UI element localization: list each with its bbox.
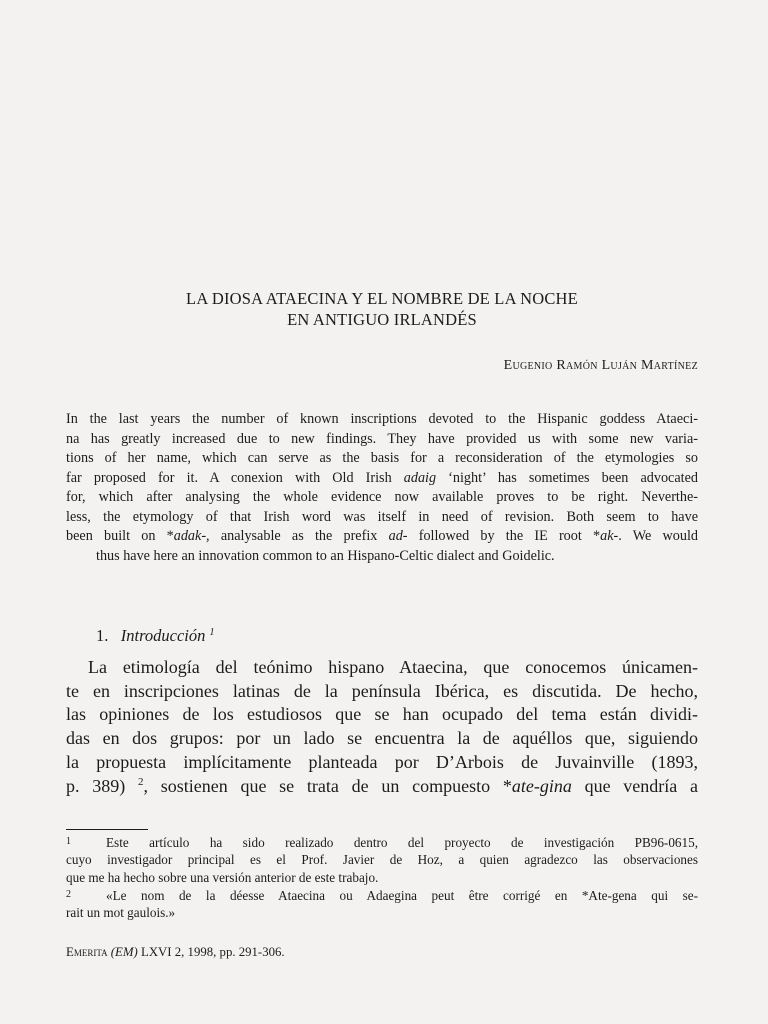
footnote-number: 2 bbox=[66, 888, 71, 900]
footnote-text: Este artículo ha sido realizado dentro del proyecto de investigación PB96-0615, bbox=[106, 835, 698, 850]
abstract-text: . We would bbox=[618, 528, 698, 544]
footnote-ref: 2 bbox=[137, 775, 144, 788]
journal-abbr: (EM) bbox=[110, 945, 138, 959]
body-line: te en inscripciones latinas de la península Ibérica, es discutida. De hecho, bbox=[66, 680, 698, 701]
abstract-line: In the last years the number of known inscriptions devoted to the Hispanic goddess Ataeci- bbox=[66, 411, 698, 427]
abstract-line bbox=[66, 469, 698, 489]
body-line: das en dos grupos: por un lado se encuentra la de aquéllos que, siguiendo bbox=[66, 728, 698, 749]
section-heading bbox=[96, 626, 215, 646]
body-line: la propuesta implícitamente planteada por D’Arbois de Juvainville (1893, bbox=[66, 751, 698, 772]
abstract-line: tions of her name, which can serve as the basis for a reconsideration of the etymologies so bbox=[66, 450, 698, 466]
body-text: p. 389) bbox=[66, 775, 126, 796]
section-title: Introducción bbox=[120, 626, 206, 645]
footnote-line: cuyo investigador principal es el Prof. Javier de Hoz, a quien agradezco las observaciones bbox=[66, 852, 698, 868]
section-number: 1. bbox=[96, 626, 109, 645]
abstract bbox=[66, 410, 698, 566]
article-title bbox=[66, 288, 698, 330]
journal-citation bbox=[66, 945, 285, 960]
footnote-line bbox=[66, 833, 698, 851]
abstract-text: far proposed for it. A conexion with Old Irish bbox=[66, 469, 404, 486]
footnote-text: «Le nom de la déesse Ataecina ou Adaegina peut être corrigé en *Ate-gena qui se- bbox=[106, 887, 698, 903]
abstract-italic-term: ak- bbox=[600, 528, 619, 544]
body-italic-term: ate-gina bbox=[511, 775, 572, 796]
body-text: que vendría a bbox=[571, 775, 698, 796]
footnote-line: que me ha hecho sobre una versión anterior de este trabajo. bbox=[66, 869, 379, 885]
footnote-number: 1 bbox=[66, 836, 71, 847]
abstract-line: less, the etymology of that Irish word was itself in need of revision. Both seem to have bbox=[66, 508, 698, 525]
abstract-line: thus have here an innovation common to an Hispano-Celtic dialect and Goidelic. bbox=[96, 547, 555, 564]
body-line: las opiniones de los estudiosos que se han ocupado del tema están dividi- bbox=[66, 704, 698, 725]
body-text: , sostienen que se trata de un compuesto * bbox=[143, 775, 512, 796]
journal-issue: LXVI 2, 1998, pp. 291-306. bbox=[137, 945, 285, 959]
abstract-line bbox=[66, 527, 698, 547]
abstract-line: na has greatly increased due to new findings. They have provided us with some new varia- bbox=[66, 430, 698, 447]
footnotes bbox=[66, 833, 698, 921]
body-line: La etimología del teónimo hispano Ataecina, que conocemos únicamen- bbox=[88, 657, 698, 677]
abstract-italic-term: adaig bbox=[403, 469, 437, 486]
abstract-text: , analysable as the prefix bbox=[206, 528, 389, 544]
title-line-1: LA DIOSA ATAECINA Y EL NOMBRE DE LA NOCHE bbox=[186, 289, 578, 308]
abstract-text: been built on * bbox=[66, 528, 174, 544]
abstract-italic-term: adak- bbox=[173, 528, 207, 544]
footnote-line bbox=[66, 886, 698, 904]
footnote-divider bbox=[66, 829, 148, 830]
journal-name: Emerita bbox=[66, 945, 108, 959]
body-text bbox=[66, 656, 698, 798]
abstract-text: followed by the IE root * bbox=[407, 528, 601, 544]
abstract-text: ‘night’ has sometimes been advocated bbox=[436, 469, 698, 486]
abstract-line: for, which after analysing the whole evidence now available proves to be right. Neverthe- bbox=[66, 489, 698, 505]
title-line-2: EN ANTIGUO IRLANDÉS bbox=[287, 310, 477, 329]
abstract-italic-term: ad- bbox=[388, 528, 408, 544]
footnote-ref: 1 bbox=[209, 627, 215, 638]
footnote-line: rait un mot gaulois.» bbox=[66, 905, 176, 921]
author-name: Eugenio Ramón Luján Martínez bbox=[503, 358, 698, 373]
body-line bbox=[66, 775, 698, 799]
